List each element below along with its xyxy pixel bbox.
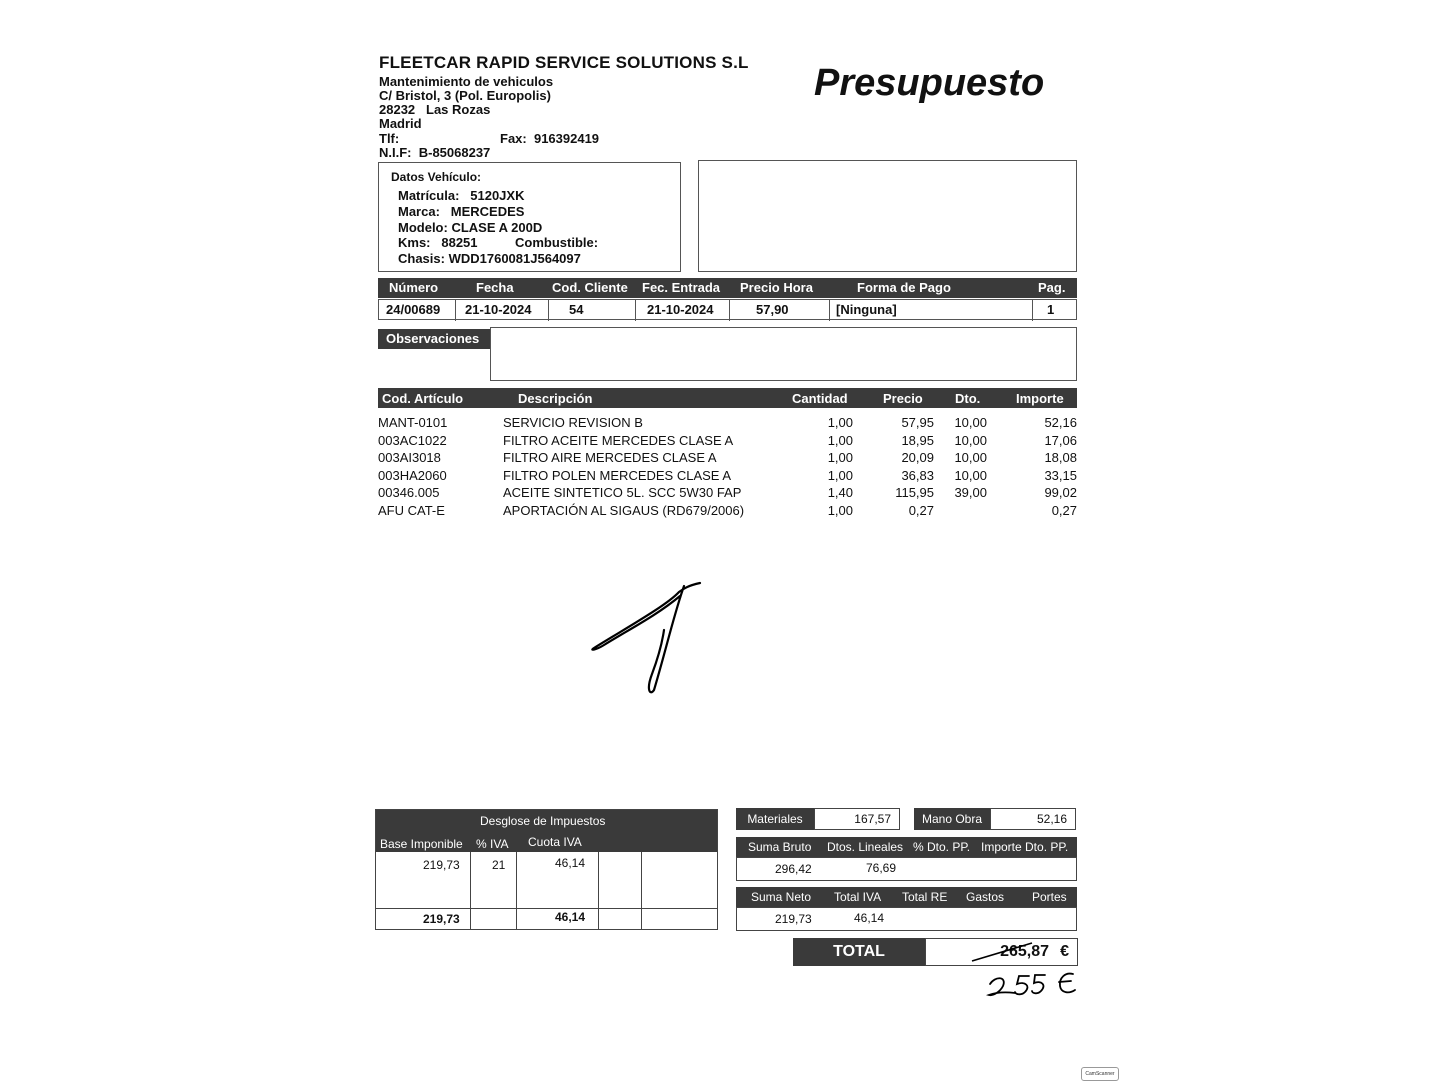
items-header-amount: Importe [1016,391,1064,406]
item-discount: 10,00 [954,432,987,448]
meta-divider [1032,300,1033,321]
items-header-quantity: Cantidad [792,391,848,406]
observations-box [490,327,1077,381]
table-row [378,432,1077,450]
model-value: CLASE A 200D [451,220,543,235]
brand-label: Marca: [398,204,440,219]
item-quantity: 1,00 [827,502,853,518]
discounts-value: 76,69 [866,861,897,875]
tax-breakdown [375,809,718,930]
item-amount: 33,15 [1044,467,1077,483]
table-row [378,502,1077,520]
nif-value: B-85068237 [418,145,491,160]
meta-rate: 57,90 [756,302,789,317]
company-city: Las Rozas [426,102,491,117]
item-description: FILTRO ACEITE MERCEDES CLASE A [503,432,734,448]
meta-header-date: Fecha [476,280,514,295]
company-postal-code: 28232 [379,102,416,117]
items-header-price: Precio [883,391,923,406]
item-amount: 17,06 [1044,432,1077,448]
company-nif [379,146,490,160]
pp-amount-label: Importe Dto. PP. [981,840,1069,854]
net-row [736,907,1077,931]
item-quantity: 1,00 [827,432,853,448]
client-box [698,160,1077,272]
labor-label: Mano Obra [914,808,990,830]
company-activity: Mantenimiento de vehiculos [379,74,554,89]
item-amount: 99,02 [1044,485,1077,501]
item-code: 003AI3018 [378,450,441,466]
chassis-label: Chasis: [398,251,445,266]
gross-value: 296,42 [775,862,812,876]
total-label: TOTAL [793,938,925,966]
meta-page: 1 [1047,302,1055,317]
tax-divider [641,852,642,930]
meta-divider [635,300,636,321]
expenses-label: Gastos [966,890,1005,904]
materials-label: Materiales [736,808,814,830]
meta-header-payment: Forma de Pago [857,280,951,295]
meta-number: 24/00689 [386,302,441,317]
vehicle-kms-line [398,235,478,250]
items-table [378,414,1077,519]
observations-label: Observaciones [378,329,490,349]
total-box [925,938,1078,966]
net-header [736,887,1077,907]
kms-value: 88251 [441,235,478,250]
tax-divider [516,852,517,930]
item-price: 20,09 [901,450,934,466]
vehicle-title: Datos Vehículo: [391,170,482,184]
vehicle-model-line [398,220,542,235]
item-discount: 10,00 [954,450,987,466]
item-description: SERVICIO REVISION B [503,415,643,431]
company-address: C/ Bristol, 3 (Pol. Europolis) [379,88,551,103]
meta-header-entry: Fec. Entrada [642,280,721,295]
meta-divider [455,300,456,321]
item-code: 003AC1022 [378,432,447,448]
item-code: 00346.005 [378,485,440,501]
items-header [378,388,1077,408]
company-phone-label: Tlf: [379,131,400,146]
meta-client: 54 [569,302,584,317]
brand-value: MERCEDES [450,204,525,219]
plate-label: Matrícula: [398,188,460,203]
item-discount: 10,00 [954,467,987,483]
fax-value: 916392419 [533,131,600,146]
fax-label: Fax: [500,131,527,146]
total-currency: € [1060,943,1069,960]
items-header-discount: Dto. [955,391,981,406]
item-price: 115,95 [895,485,934,501]
tax-total-vat: 46,14 [555,910,586,924]
tax-fee-value: 46,14 [555,856,586,870]
signature [586,578,710,696]
vehicle-data-box [378,162,681,272]
meta-header-page: Pag. [1038,280,1066,295]
vehicle-plate-line [398,188,524,203]
company-name: FLEETCAR RAPID SERVICE SOLUTIONS S.L [379,53,749,72]
items-header-code: Cod. Artículo [382,391,464,406]
item-code: AFU CAT-E [378,502,445,518]
tax-pct-label: % IVA [476,837,509,851]
gross-label: Suma Bruto [748,840,812,854]
item-discount [934,502,987,520]
item-description: APORTACIÓN AL SIGAUS (RD679/2006) [503,502,745,518]
total-strikethrough [970,941,1034,963]
total-vat-value: 46,14 [854,911,885,925]
table-row [378,414,1077,432]
meta-header-number: Número [389,280,439,295]
tax-divider [470,852,471,930]
company-fax [500,132,599,146]
table-row [378,484,1077,502]
tax-total-base: 219,73 [423,912,460,926]
item-amount: 52,16 [1044,415,1077,431]
tax-header [376,810,717,852]
tax-base-value: 219,73 [423,858,460,872]
meta-divider [548,300,549,321]
meta-entry: 21-10-2024 [647,302,714,317]
item-description: FILTRO AIRE MERCEDES CLASE A [503,450,717,466]
item-quantity: 1,00 [827,467,853,483]
table-row [378,449,1077,467]
total-value: 265,87 [1000,943,1049,960]
meta-row [378,299,1077,320]
tax-divider [376,908,717,909]
vehicle-chassis-line [398,251,581,266]
item-description: FILTRO POLEN MERCEDES CLASE A [503,467,732,483]
item-quantity: 1,00 [827,450,853,466]
item-price: 18,95 [901,432,934,448]
total-re-label: Total RE [902,890,948,904]
item-code: MANT-0101 [378,415,448,431]
meta-header-client: Cod. Cliente [552,280,628,295]
kms-label: Kms: [398,235,431,250]
model-label: Modelo: [398,220,448,235]
plate-value: 5120JXK [470,188,525,203]
vehicle-brand-line [398,204,524,219]
meta-header [378,278,1077,298]
materials-value: 167,57 [814,808,900,830]
scanner-badge: CamScanner [1081,1067,1119,1081]
tax-title: Desglose de Impuestos [480,814,606,828]
handwritten-total-note [985,968,1081,1000]
meta-divider [829,300,830,321]
meta-divider [729,300,730,321]
item-amount: 18,08 [1044,450,1077,466]
meta-header-rate: Precio Hora [740,280,813,295]
item-description: ACEITE SINTETICO 5L. SCC 5W30 FAP [503,485,742,501]
table-row [378,467,1077,485]
document-title: Presupuesto [814,62,1045,104]
company-city-line [379,103,490,117]
chassis-value: WDD1760081J564097 [448,251,581,266]
item-price: 0,27 [908,502,934,518]
discounts-label: Dtos. Lineales [827,840,904,854]
item-amount: 0,27 [1051,502,1077,518]
item-discount: 10,00 [954,415,987,431]
gross-header [736,837,1077,857]
item-quantity: 1,00 [827,415,853,431]
gross-row [736,857,1077,881]
meta-payment: [Ninguna] [836,302,897,317]
meta-date: 21-10-2024 [465,302,532,317]
tax-divider [598,852,599,930]
fuel-label: Combustible: [515,235,599,250]
tax-pct-value: 21 [492,858,506,872]
labor-value: 52,16 [990,808,1076,830]
pp-pct-label: % Dto. PP. [913,840,971,854]
net-label: Suma Neto [751,890,812,904]
item-price: 36,83 [901,467,934,483]
company-province: Madrid [379,116,422,131]
item-discount: 39,00 [954,485,987,501]
items-header-description: Descripción [518,391,593,406]
shipping-label: Portes [1032,890,1067,904]
item-code: 003HA2060 [378,467,447,483]
nif-label: N.I.F: [379,145,412,160]
tax-base-label: Base Imponible [380,837,463,851]
net-value: 219,73 [775,912,812,926]
item-price: 57,95 [901,415,934,431]
item-quantity: 1,40 [827,485,853,501]
tax-fee-label: Cuota IVA [528,835,582,849]
total-vat-label: Total IVA [834,890,882,904]
